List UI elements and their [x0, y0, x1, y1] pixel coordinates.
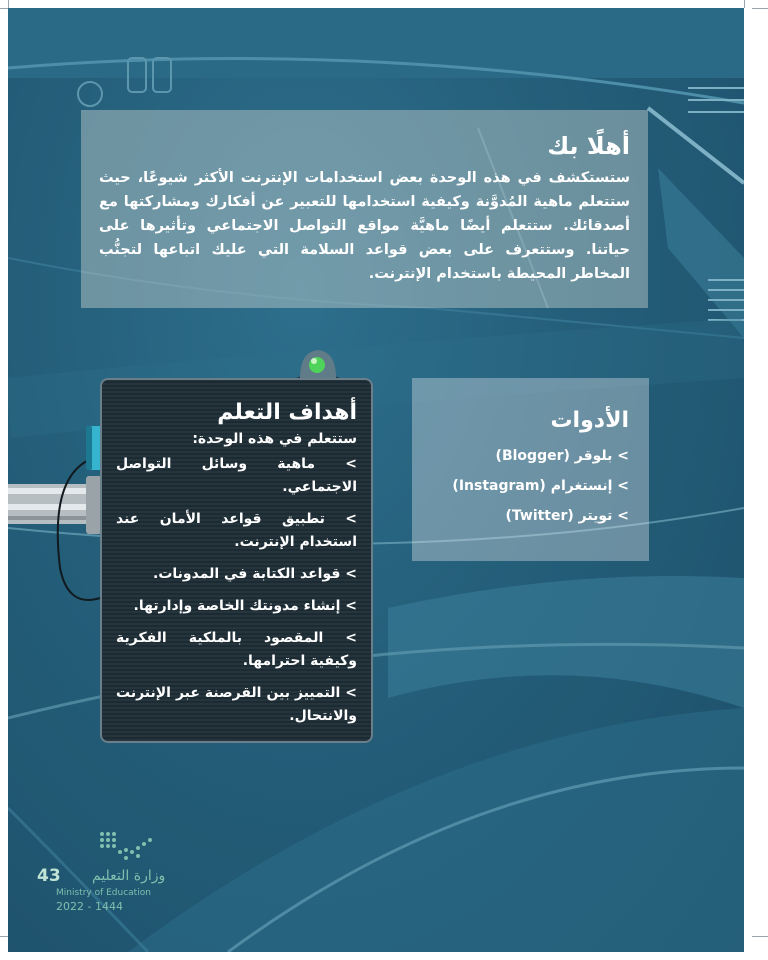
learning-goals-panel: [100, 378, 373, 743]
tool-item-instagram: > إنستغرام (Instagram): [452, 478, 629, 494]
welcome-body: ستستكشف في هذه الوحدة بعض استخدامات الإنترنت الأكثر شيوعًا، حيث ستتعلم ماهية المُدوَّنة وكيفية استخدامها للتعبير عن أفكارك ومشاركتها مع أصدقائك. ستتعلم أيضًا ماهيَّة مواقع التواصل الاجتماعي وتأثيرها على حياتنا. وستتعرف على بعض قواعد السلامة التي عليك اتباعها لتجنُّب المخاطر المحيطة باستخدام الإنترنت.: [99, 170, 630, 282]
crop-mark: [0, 936, 8, 937]
crop-mark: [752, 8, 768, 9]
crop-mark: [752, 936, 768, 937]
welcome-panel: [81, 110, 648, 308]
goal-item: > ماهية وسائل التواصل الاجتماعي.: [116, 456, 357, 495]
goal-item: > قواعد الكتابة في المدونات.: [153, 566, 357, 582]
goal-item: > إنشاء مدونتك الخاصة وإدارتها.: [133, 598, 357, 614]
page-number: 43: [37, 866, 61, 886]
tools-title: الأدوات: [550, 408, 629, 433]
crop-mark: [744, 0, 745, 8]
ministry-name-ar: وزارة التعليم: [92, 868, 166, 884]
ministry-name-en: Ministry of Education: [56, 888, 151, 898]
edition-year: 2022 - 1444: [56, 900, 123, 913]
goal-item: > تطبيق قواعد الأمان عند استخدام الإنترنت.: [116, 511, 357, 550]
ministry-logo-icon: [96, 828, 156, 864]
tools-panel: [412, 378, 649, 561]
goals-intro: ستتعلم في هذه الوحدة:: [192, 431, 357, 447]
crop-mark: [8, 0, 9, 8]
tool-item-twitter: > تويتر (Twitter): [505, 508, 629, 524]
goals-title: أهداف التعلم: [217, 400, 357, 425]
goal-item: > المقصود بالملكية الفكرية وكيفية احترامها.: [116, 630, 357, 669]
goal-item: > التمييز بين القرصنة عبر الإنترنت والانتحال.: [116, 685, 357, 724]
tool-item-blogger: > بلوقر (Blogger): [495, 448, 629, 464]
page: [8, 8, 744, 952]
welcome-title: أهلًا بك: [547, 132, 630, 160]
crop-mark: [0, 8, 8, 9]
